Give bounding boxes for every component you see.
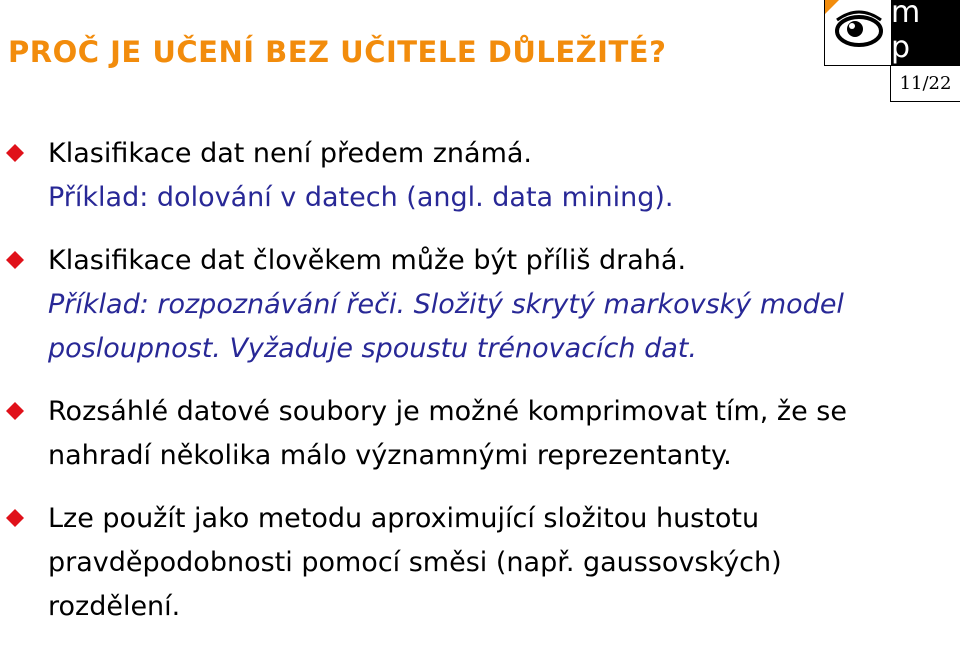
bullet-text: Klasifikace dat člověkem může být příliš drahá. (48, 245, 687, 276)
bullet-text: Lze použít jako metodu aproximující složitou hustotu (48, 503, 760, 534)
slide-title: PROČ JE UČENÍ BEZ UČITELE DŮLEŽITÉ? (8, 35, 667, 69)
bullet-text: rozdělení. (48, 591, 181, 622)
list-item (0, 239, 960, 371)
logo (824, 0, 960, 66)
list-item (0, 390, 960, 478)
red-diamond-icon (6, 251, 24, 269)
bullet-example: Příklad: rozpoznávání řeči. Složitý skrytý markovský model (48, 289, 844, 320)
bullet-list (0, 132, 960, 648)
red-diamond-icon (6, 509, 24, 527)
cmp-eye-logo-icon (825, 0, 891, 65)
page-number: 11/22 (890, 66, 960, 102)
red-diamond-icon (6, 402, 24, 420)
logo-text: m p (891, 0, 959, 65)
bullet-text: Rozsáhlé datové soubory je možné komprimovat tím, že se (48, 396, 847, 427)
bullet-text: Klasifikace dat není předem známá. (48, 138, 532, 169)
bullet-example: Příklad: dolování v datech (angl. data mining). (48, 182, 674, 213)
bullet-example: posloupnost. Vyžaduje spoustu trénovacích dat. (48, 333, 697, 364)
bullet-text: pravděpodobnosti pomocí směsi (např. gaussovských) (48, 547, 782, 578)
list-item (0, 497, 960, 629)
red-diamond-icon (6, 144, 24, 162)
list-item (0, 132, 960, 220)
bullet-text: nahradí několika málo významnými reprezentanty. (48, 440, 732, 471)
eye-icon (825, 0, 891, 65)
